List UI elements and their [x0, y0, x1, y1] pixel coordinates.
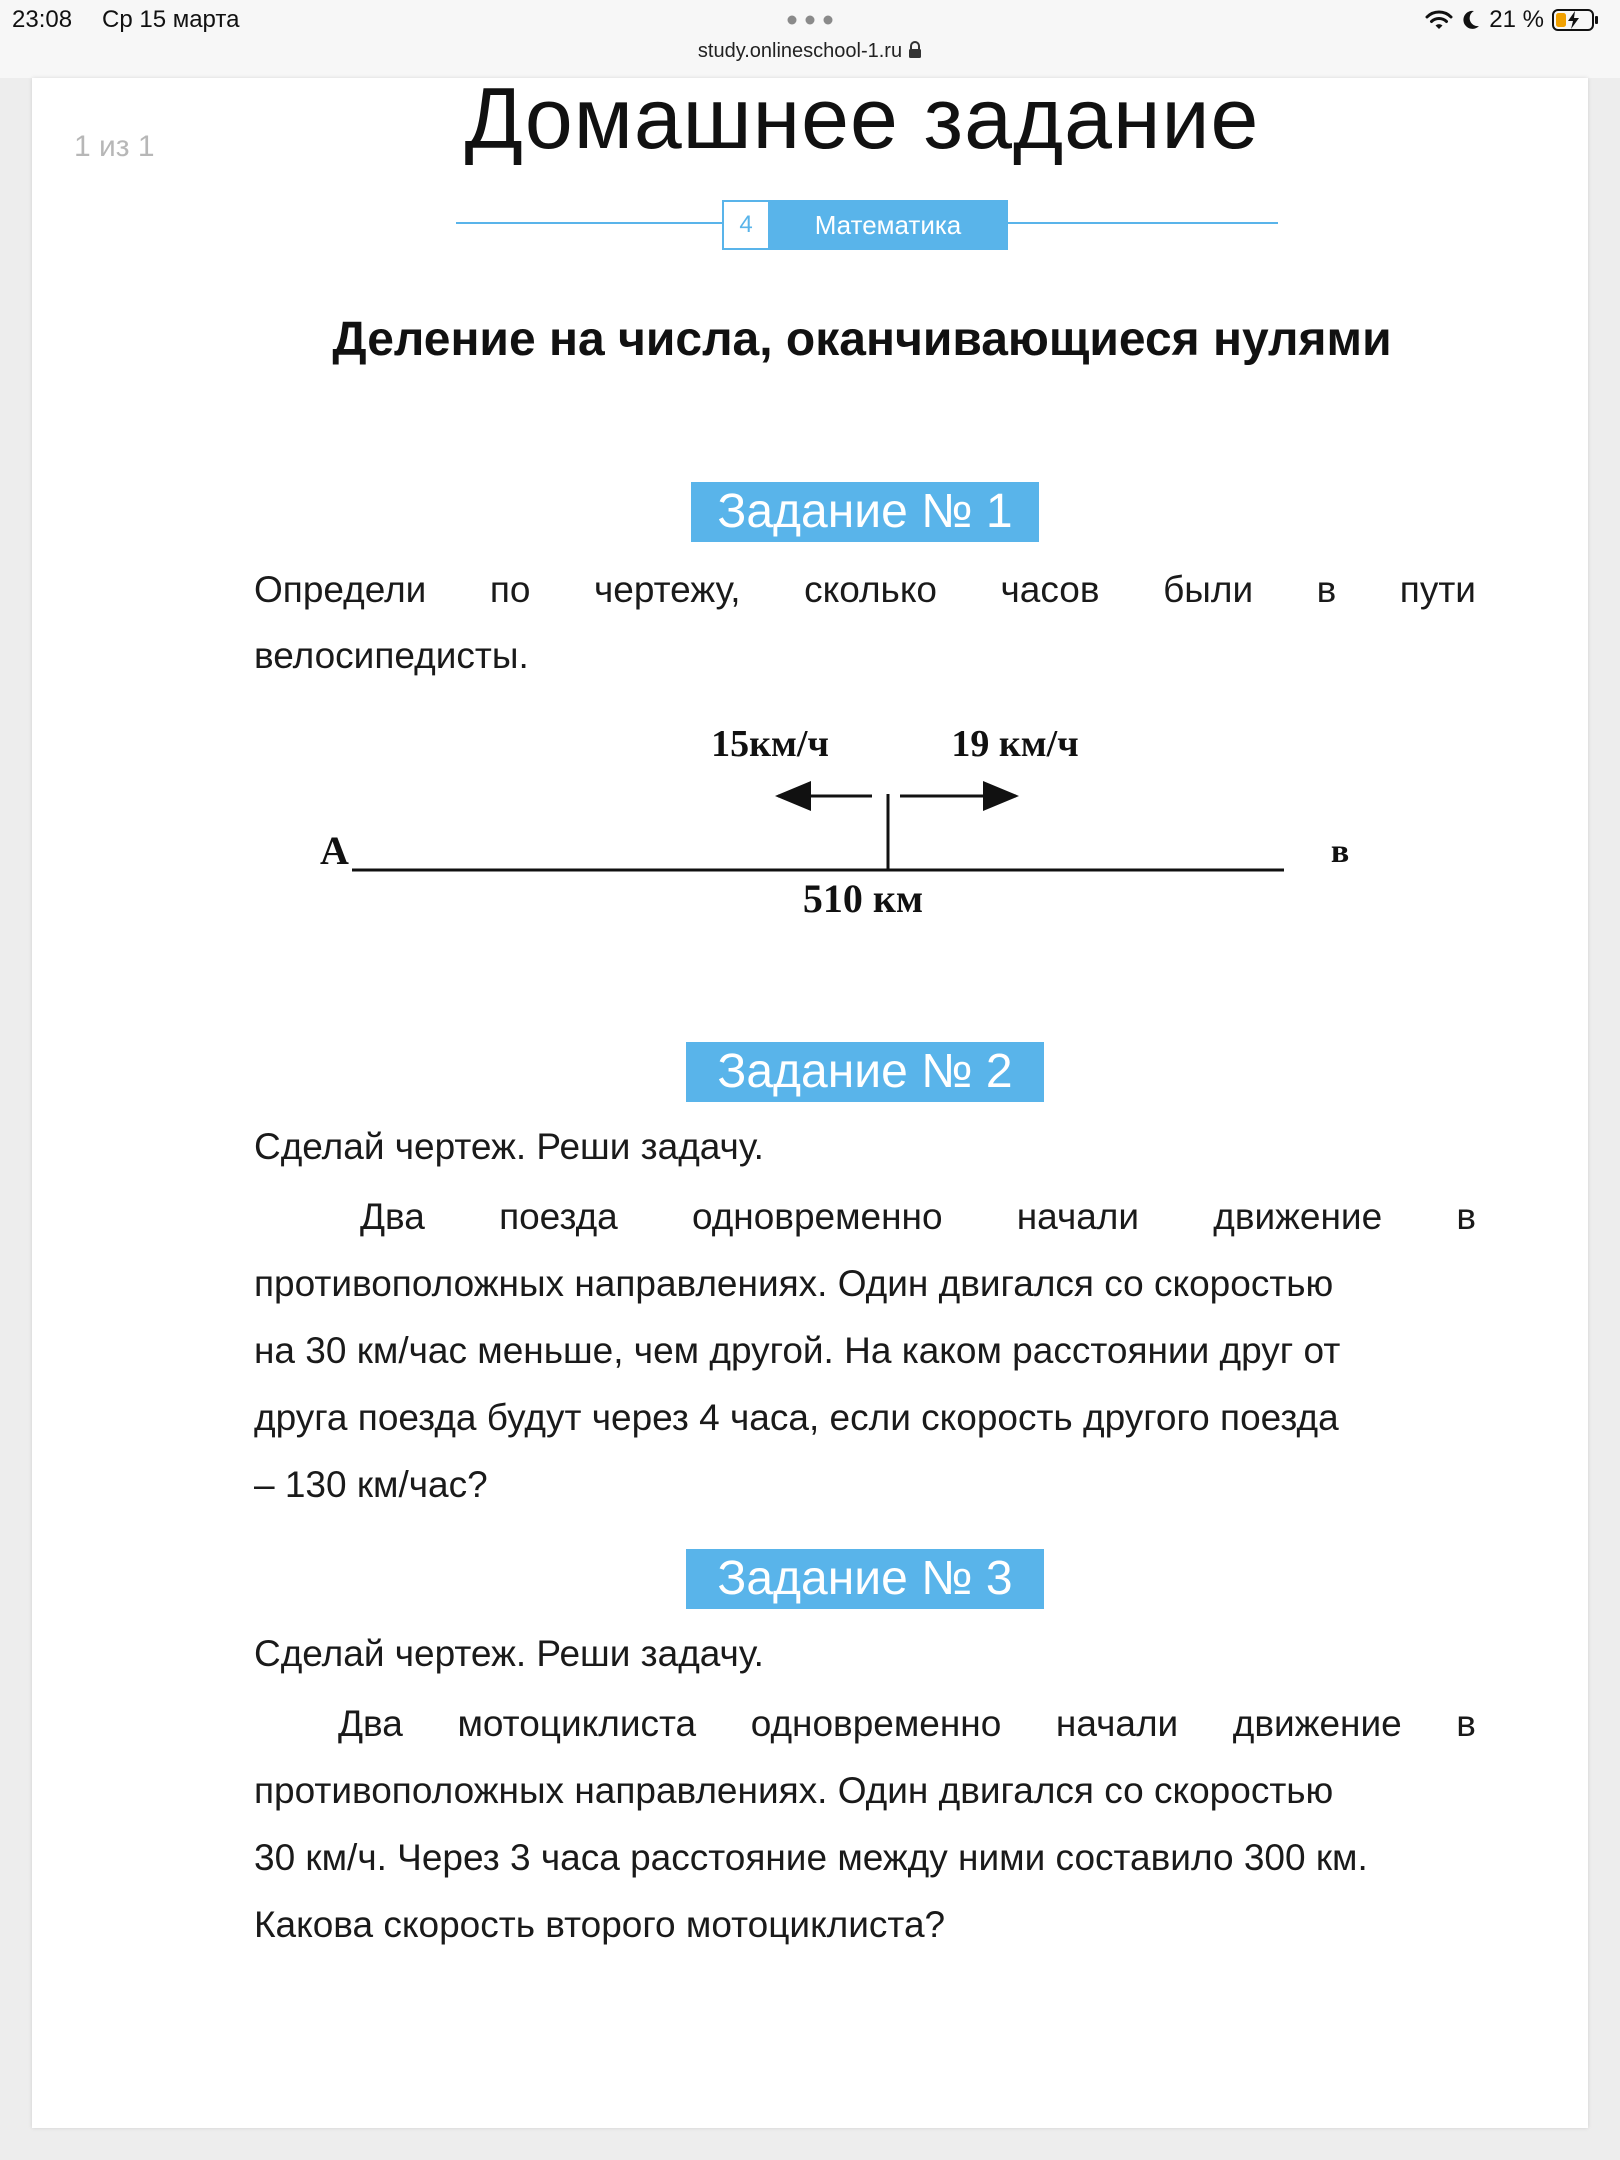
task-3-heading: Задание № 3 — [686, 1549, 1044, 1609]
word: чертежу, — [594, 569, 741, 610]
word: в — [1456, 1196, 1476, 1237]
task-1-text-line-2: велосипедисты. — [254, 635, 529, 676]
subject-banner — [456, 200, 1278, 248]
clock: 23:08 — [12, 6, 73, 33]
point-a-label: А — [320, 828, 349, 873]
task-2-text-line-4: друга поезда будут через 4 часа, если скорость другого поезда — [254, 1397, 1339, 1438]
address-bar[interactable] — [0, 40, 1620, 63]
word: мотоциклиста — [457, 1703, 697, 1744]
status-icons — [1425, 4, 1600, 36]
task-3-instruction: Сделай чертеж. Реши задачу. — [254, 1633, 764, 1674]
task-2-text-line-3: на 30 км/час меньше, чем другой. На каком расстоянии друг от — [254, 1330, 1341, 1371]
distance-label: 510 км — [802, 876, 924, 921]
lock-icon — [908, 41, 922, 59]
battery-percent: 21 % — [1489, 6, 1544, 33]
word: в — [1456, 1703, 1476, 1744]
word: поезда — [499, 1196, 618, 1237]
battery-charging-icon — [1552, 8, 1600, 32]
document-title: Домашнее задание — [464, 71, 1260, 167]
word: в — [1316, 569, 1337, 610]
word: движение — [1213, 1196, 1383, 1237]
word: начали — [1055, 1703, 1179, 1744]
word: одновременно — [691, 1196, 943, 1237]
task-2-text-line-2: противоположных направлениях. Один двигался со скоростью — [254, 1263, 1334, 1304]
task-2-text-line-5: – 130 км/час? — [254, 1464, 488, 1505]
url-text: study.onlineschool-1.ru — [697, 40, 903, 62]
task-3-text-line-3: 30 км/ч. Через 3 часа расстояние между ними составило 300 км. — [254, 1837, 1368, 1878]
left-speed-label: 15км/ч — [711, 723, 829, 765]
task-3-text-line-2: противоположных направлениях. Один двигался со скоростью — [254, 1770, 1334, 1811]
subject-line-left — [456, 222, 722, 224]
task-2-instruction: Сделай чертеж. Реши задачу. — [254, 1126, 764, 1167]
wifi-icon — [1425, 9, 1453, 31]
more-dots-icon[interactable] — [786, 14, 834, 26]
task-3-text-line-1 — [338, 1690, 1476, 1757]
grade-badge: 4 — [722, 200, 770, 250]
word: Два — [360, 1196, 425, 1237]
date: Ср 15 марта — [102, 6, 240, 33]
page-counter: 1 из 1 — [74, 130, 155, 163]
word: по — [489, 569, 531, 610]
right-speed-label: 19 км/ч — [951, 723, 1079, 765]
word: начали — [1016, 1196, 1140, 1237]
word: Два — [338, 1703, 403, 1744]
word: пути — [1399, 569, 1476, 610]
task-1-diagram — [300, 700, 1400, 940]
word: были — [1163, 569, 1254, 610]
task-2-heading: Задание № 2 — [686, 1042, 1044, 1102]
status-bar — [0, 0, 1620, 78]
task-3-text-line-4: Какова скорость второго мотоциклиста? — [254, 1904, 946, 1945]
word: одновременно — [750, 1703, 1002, 1744]
task-2-text-line-1 — [360, 1183, 1476, 1250]
task-1-heading: Задание № 1 — [691, 482, 1039, 542]
word: сколько — [804, 569, 938, 610]
subject-line-right — [1008, 222, 1278, 224]
word: движение — [1232, 1703, 1402, 1744]
word: часов — [1000, 569, 1100, 610]
lesson-title: Деление на числа, оканчивающиеся нулями — [332, 313, 1392, 366]
moon-icon — [1461, 9, 1481, 31]
subject-label: Математика — [768, 200, 1008, 250]
point-b-label: в — [1330, 833, 1350, 870]
word: Определи — [254, 569, 427, 610]
task-1-text-line-1 — [254, 556, 1476, 623]
